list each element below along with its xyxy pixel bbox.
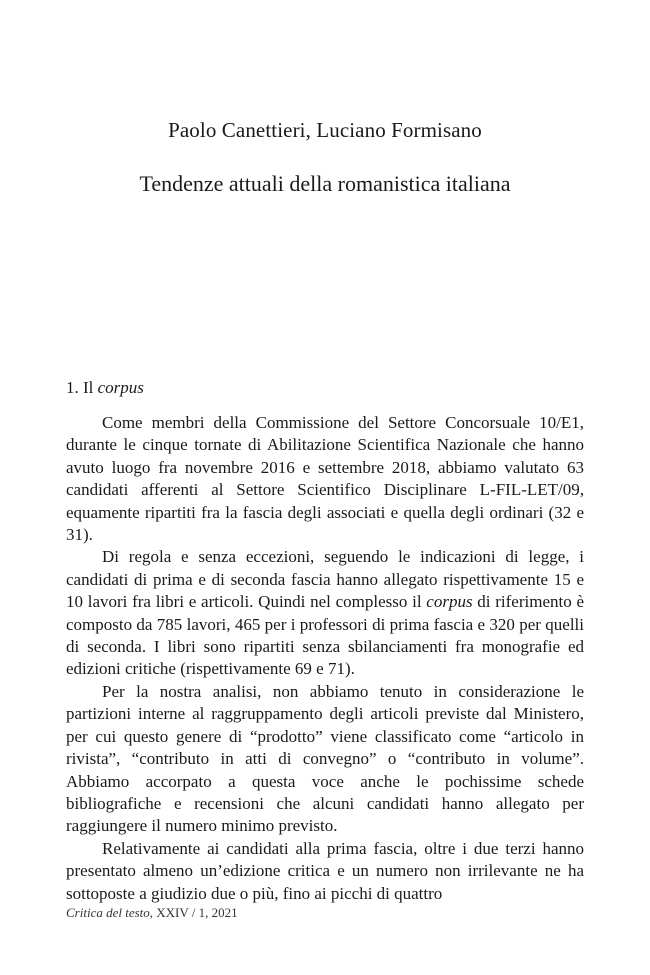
article-authors: Paolo Canettieri, Luciano Formisano [168,118,482,142]
paragraph-text: di riferimento è composto da 785 lavori, 465 per i professori di prima fascia e 320 per quelli di seconda. I libri sono ripartiti senza sbilanciamenti fra monografie ed edizioni critiche (rispettivamente 69 e 71). [66,592,584,679]
italic-term: corpus [426,592,473,612]
paragraph: Per la nostra analisi, non abbiamo tenuto in considerazione le partizioni interne al raggruppamento degli articoli previste dal Ministero, per cui questo genere di “prodotto” viene classificato come “articolo in rivista”, “contributo in atti di convegno” o “contributo in volume”. Abbiamo accorpato a questa voce anche le pochissime schede bibliografiche e recensioni che alcuni candidati hanno allegato per raggiungere il numero minimo previsto. [66,681,584,836]
section-number: 1. Il [66,378,94,397]
journal-name: Critica del testo [66,905,150,920]
section-title-italic: corpus [97,378,144,397]
section-heading [66,378,144,398]
journal-issue: , XXIV / 1, 2021 [149,905,238,920]
paragraph: Come membri della Commissione del Settore Concorsuale 10/E1, durante le cinque tornate di Abilitazione Scientifica Nazionale che hanno avuto luogo fra novembre 2016 e settembre 2018, abbiamo valutato 63 candidati afferenti al Settore Scientifico Disciplinare L-FIL-LET/09, equamente ripartiti fra la fascia degli associati e quella degli ordinari (32 e 31). [66,413,584,545]
paragraph [66,546,584,680]
paragraph: Relativamente ai candidati alla prima fascia, oltre i due terzi hanno presentato almeno un’edizione critica e un numero non irrilevante ne ha sottoposte a giudizio due o più, fino ai picchi di quattro [66,838,584,903]
article-title: Tendenze attuali della romanistica italiana [139,171,511,196]
paragraph-text: Di regola e senza eccezioni, seguendo le indicazioni di legge, i candidati di prima e di seconda fascia hanno allegato rispettivamente 15 e 10 lavori fra libri e articoli. Quindi nel complesso il [66,547,584,612]
page-footer [66,905,238,921]
article-body [66,412,584,905]
